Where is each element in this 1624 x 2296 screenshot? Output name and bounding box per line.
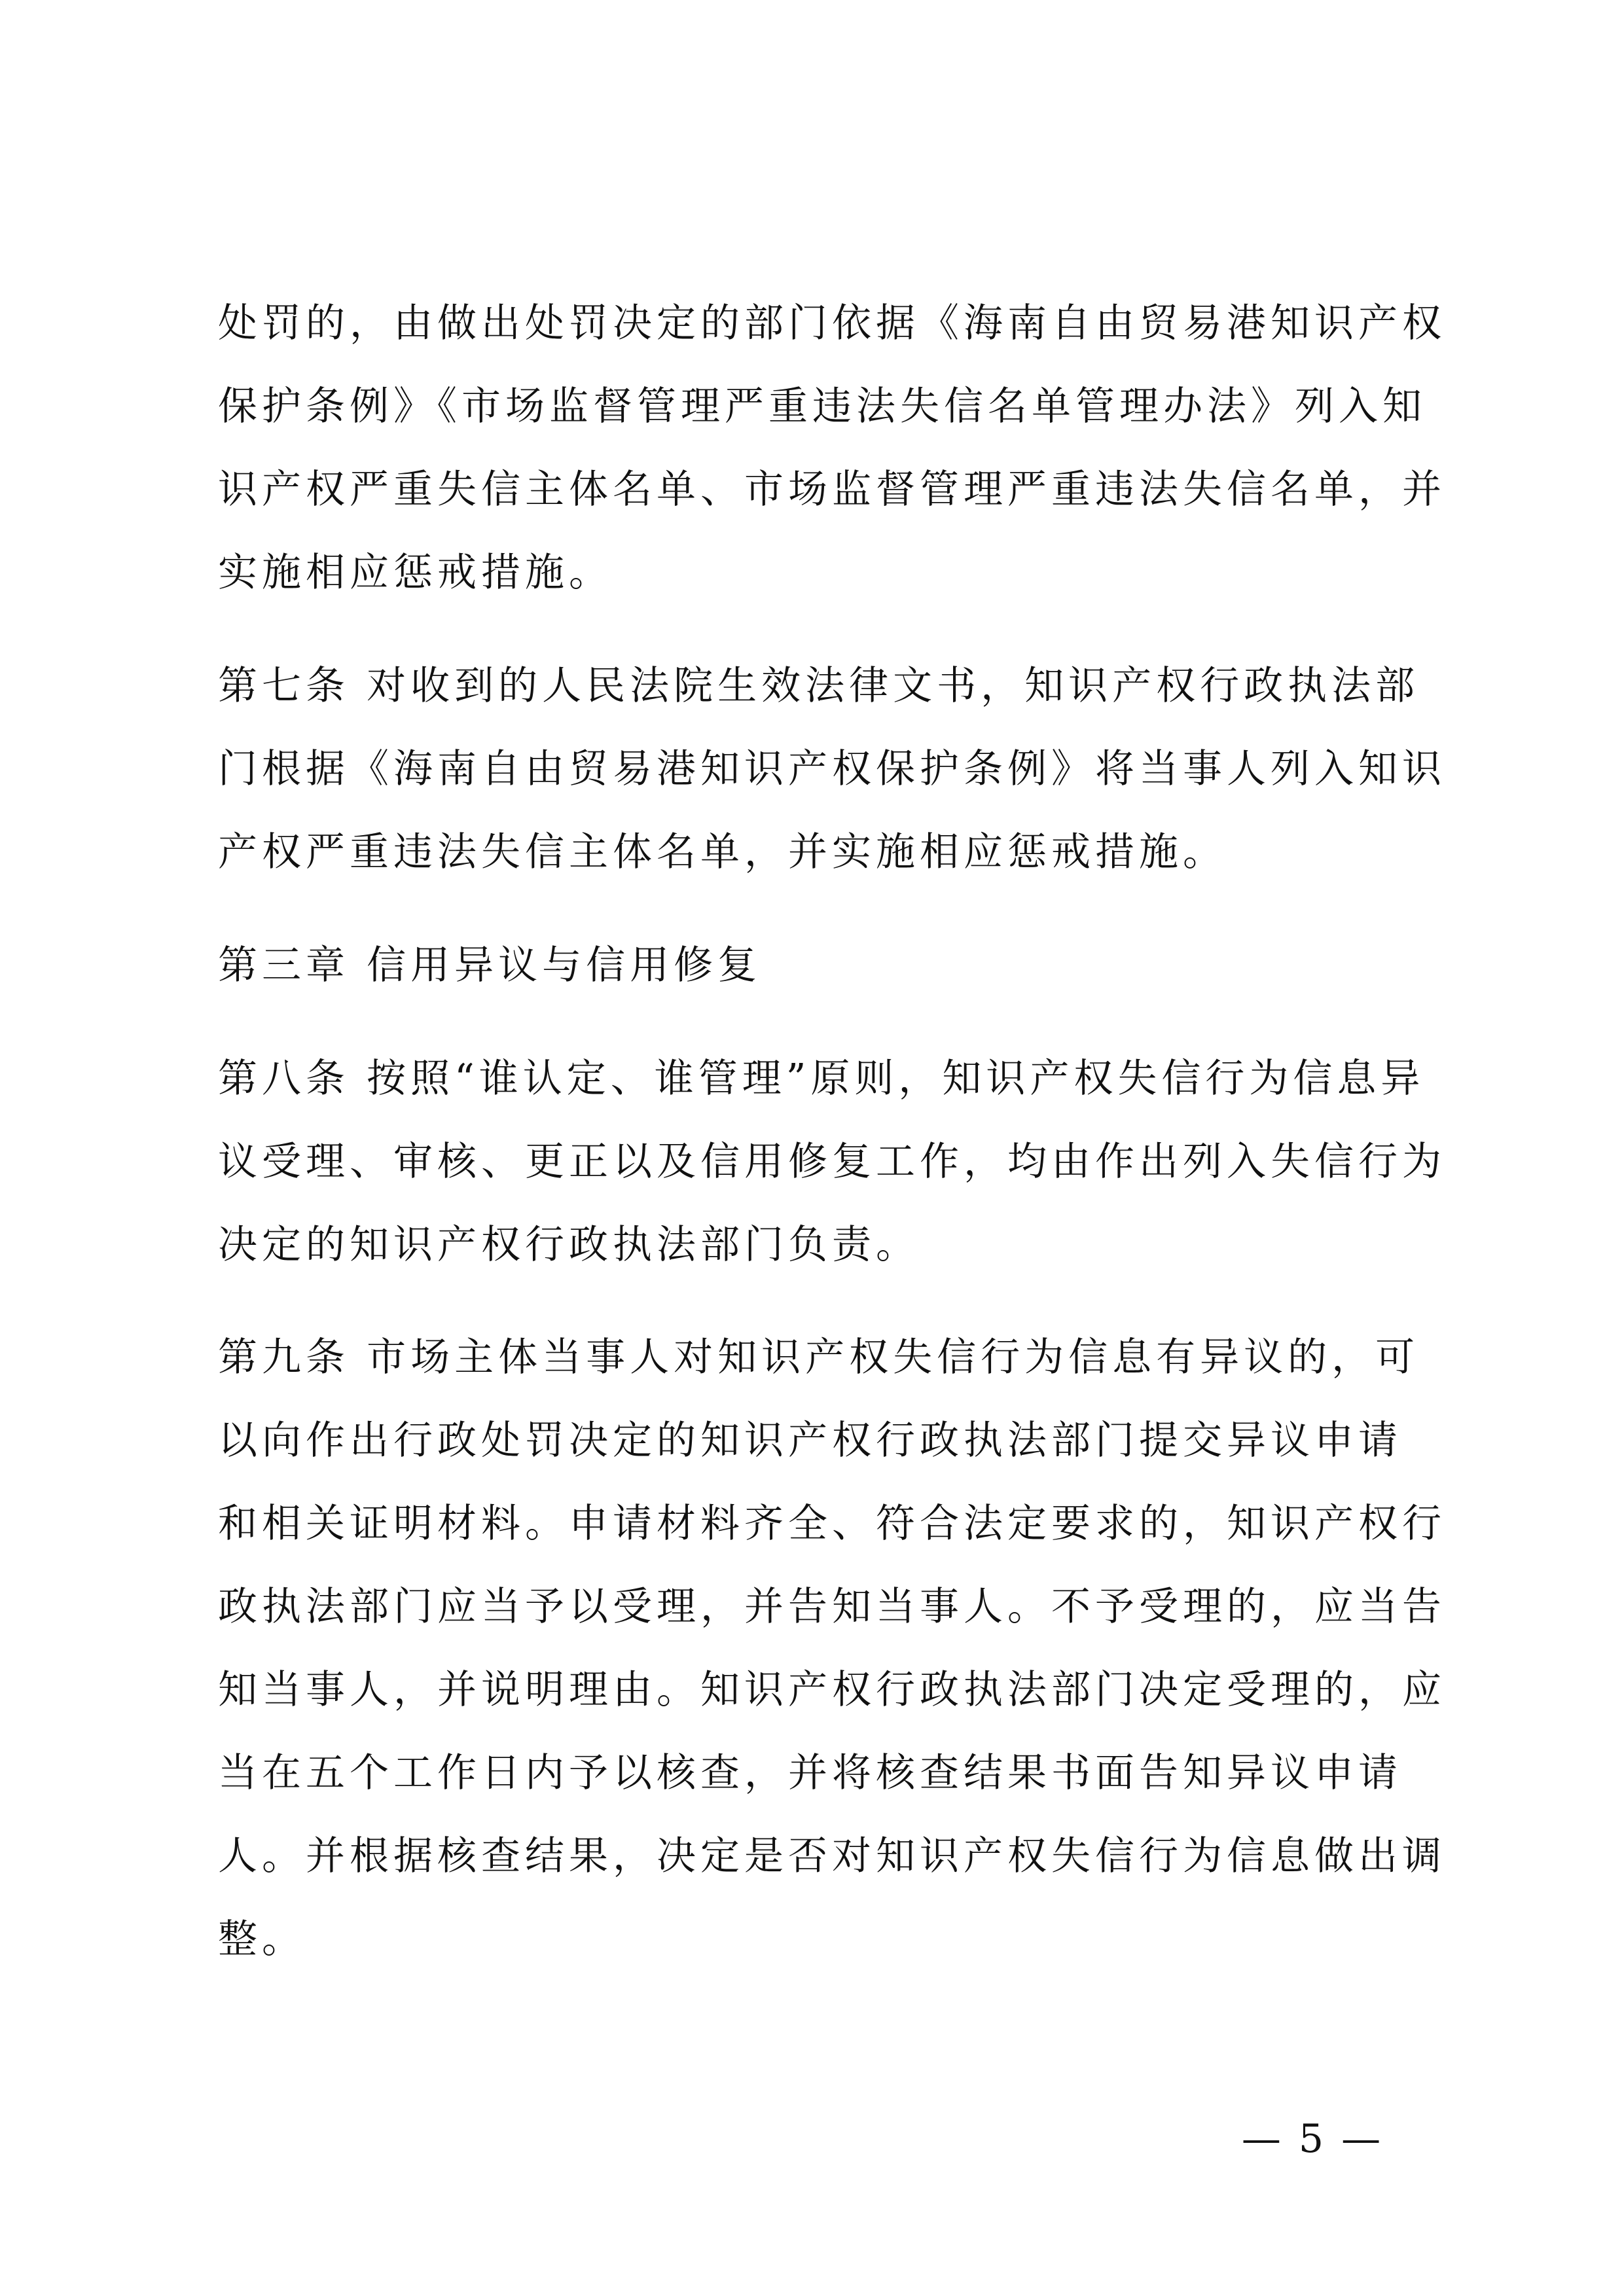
text-line: 第九条 市场主体当事人对知识产权失信行为信息有异议的，可 (218, 1335, 1420, 1380)
text-line: 第八条 按照“谁认定、谁管理”原则，知识产权失信行为信息异 (218, 1056, 1425, 1102)
text-line: 识产权严重失信主体名单、市场监督管理严重违法失信名单，并 (218, 467, 1446, 512)
text-line: 产权严重违法失信主体名单，并实施相应惩戒措施。 (218, 829, 1227, 875)
text-line: 人。并根据核查结果，决定是否对知识产权失信行为信息做出调 (218, 1833, 1446, 1879)
text-line: 政执法部门应当予以受理，并告知当事人。不予受理的，应当告 (218, 1584, 1446, 1630)
heading-line: 第三章 信用异议与信用修复 (218, 942, 762, 988)
page-number: — 5 — (1241, 2116, 1384, 2162)
text-line: 当在五个工作日内予以核查，并将核查结果书面告知异议申请 (218, 1750, 1402, 1796)
text-line: 保护条例》《市场监督管理严重违法失信名单管理办法》列入知 (218, 384, 1426, 429)
text-line: 实施相应惩戒措施。 (218, 550, 613, 596)
text-line: 和相关证明材料。申请材料齐全、符合法定要求的，知识产权行 (218, 1501, 1446, 1547)
text-line: 议受理、审核、更正以及信用修复工作，均由作出列入失信行为 (218, 1139, 1446, 1185)
article-7-paragraph (218, 645, 1446, 894)
text-line: 以向作出行政处罚决定的知识产权行政执法部门提交异议申请 (218, 1418, 1402, 1463)
article-8-paragraph (218, 1037, 1446, 1287)
text-line: 第七条 对收到的人民法院生效法律文书，知识产权行政执法部 (218, 663, 1420, 709)
text-line: 知当事人，并说明理由。知识产权行政执法部门决定受理的，应 (218, 1667, 1446, 1713)
text-line: 整。 (218, 1916, 306, 1962)
article-9-paragraph (218, 1316, 1446, 1981)
text-line: 决定的知识产权行政执法部门负责。 (218, 1222, 920, 1268)
chapter-3-heading (218, 924, 1416, 1007)
text-line: 门根据《海南自由贸易港知识产权保护条例》将当事人列入知识 (218, 746, 1446, 792)
text-line: 处罚的，由做出处罚决定的部门依据《海南自由贸易港知识产权 (218, 300, 1446, 346)
continued-paragraph (218, 282, 1446, 615)
